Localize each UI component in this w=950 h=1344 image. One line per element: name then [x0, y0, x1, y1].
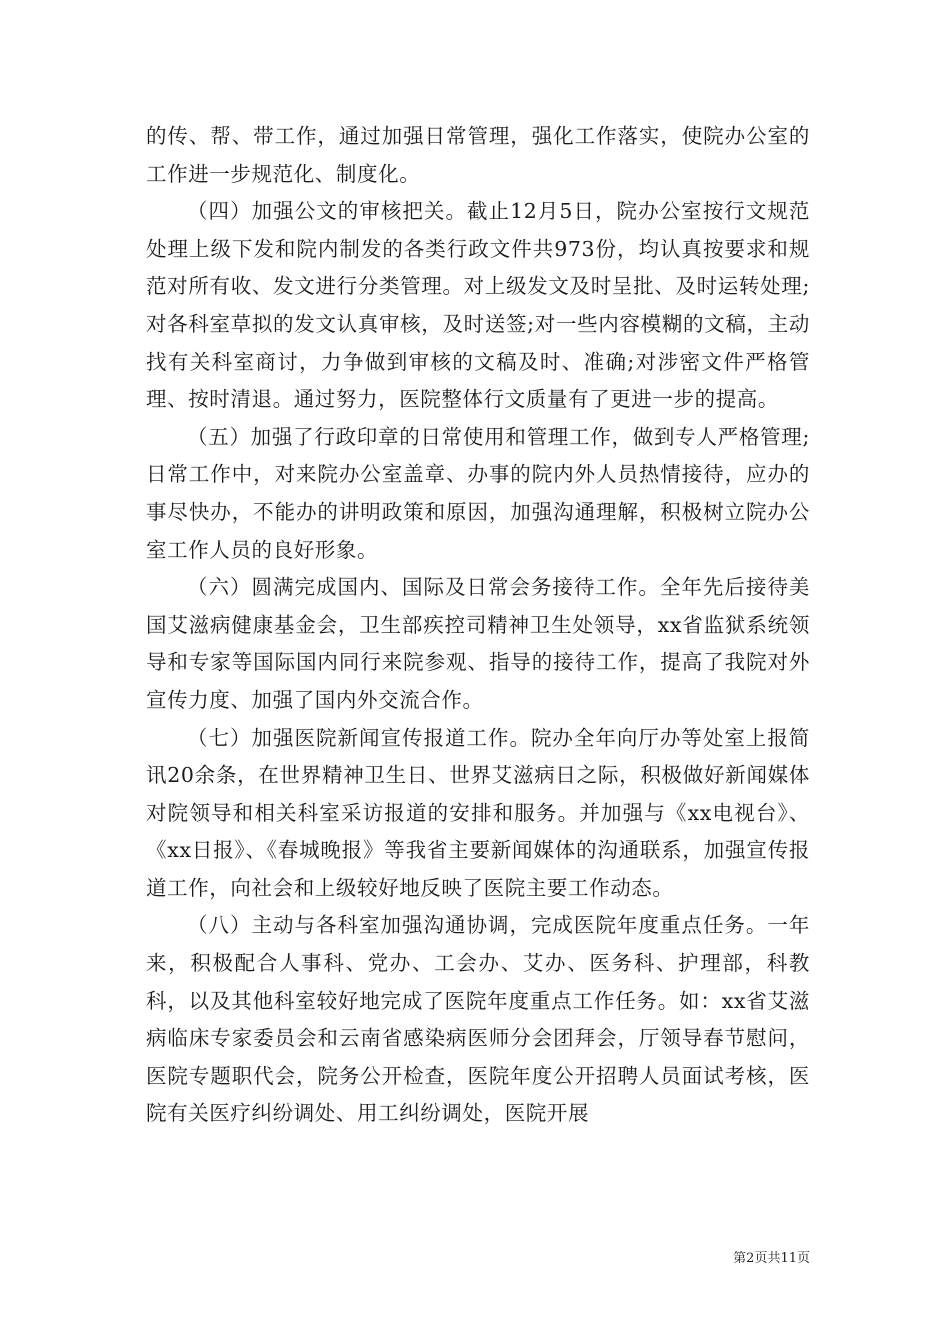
document-body: [146, 118, 810, 1133]
paragraph-seal-management: （五）加强了行政印章的日常使用和管理工作，做到专人严格管理;日常工作中，对来院办公室盖章、办事的院内外人员热情接待，应办的事尽快办，不能办的讲明政策和原因，加强沟通理解，积极树立院办公室工作人员的良好形象。: [146, 424, 810, 562]
paragraph-news-publicity: （七）加强医院新闻宣传报道工作。院办全年向厅办等处室上报简讯20余条，在世界精神卫生日、世界艾滋病日之际，积极做好新闻媒体对院领导和相关科室采访报道的安排和服务。并加强与《xx电视台》、《xx日报》、《春城晚报》等我省主要新闻媒体的沟通联系，加强宣传报道工作，向社会和上级较好地反映了医院主要工作动态。: [146, 725, 810, 900]
paragraph-reception-work: （六）圆满完成国内、国际及日常会务接待工作。全年先后接待美国艾滋病健康基金会，卫生部疾控司精神卫生处领导，xx省监狱系统领导和专家等国际国内同行来院参观、指导的接待工作，提高了我院对外宣传力度、加强了国内外交流合作。: [146, 575, 810, 712]
page-number: 第2页共11页: [733, 1251, 810, 1266]
paragraph-coordination: （八）主动与各科室加强沟通协调，完成医院年度重点任务。一年来，积极配合人事科、党办、工会办、艾办、医务科、护理部，科教科，以及其他科室较好地完成了医院年度重点工作任务。如：xx省艾滋病临床专家委员会和云南省感染病医师分会团拜会，厅领导春节慰问，医院专题职代会，院务公开检查，医院年度公开招聘人员面试考核，医院有关医疗纠纷调处、用工纠纷调处，医院开展: [146, 913, 810, 1126]
paragraph-continued: 的传、帮、带工作，通过加强日常管理，强化工作落实，使院办公室的工作进一步规范化、制度化。: [146, 124, 810, 186]
paragraph-official-document-review: （四）加强公文的审核把关。截止12月5日，院办公室按行文规范处理上级下发和院内制发的各类行政文件共973份，均认真按要求和规范对所有收、发文进行分类管理。对上级发文及时呈批、及时运转处理;对各科室草拟的发文认真审核，及时送签;对一些内容模糊的文稿，主动找有关科室商讨，力争做到审核的文稿及时、准确;对涉密文件严格管理、按时清退。通过努力，医院整体行文质量有了更进一步的提高。: [146, 199, 810, 412]
